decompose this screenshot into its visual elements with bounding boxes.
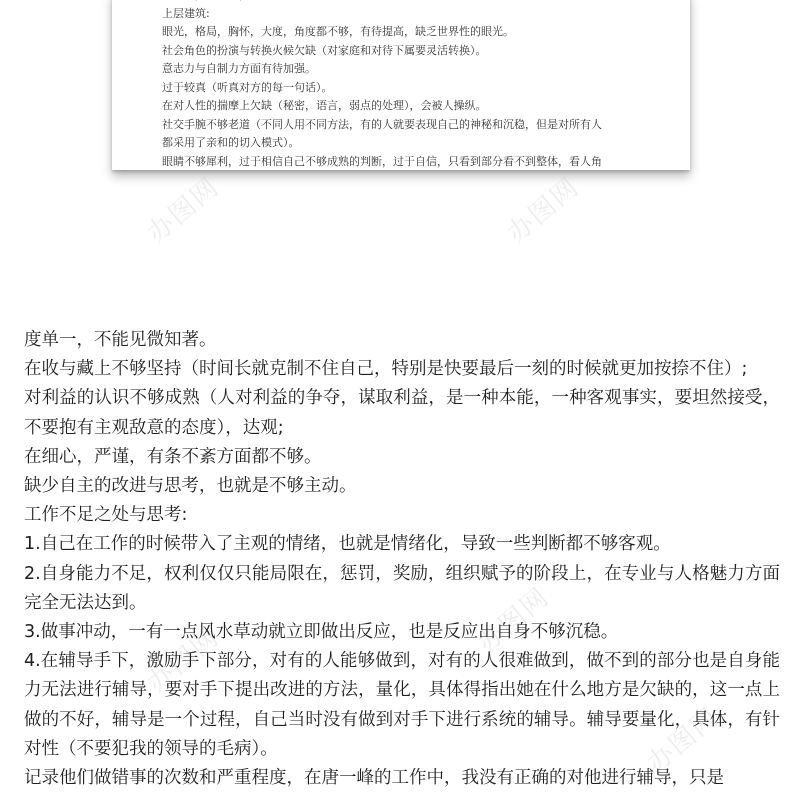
document-body [24, 326, 780, 793]
paragraph: 对利益的认识不够成熟（人对利益的争夺，谋取利益，是一种本能，一种客观事实，要坦然接受，不要抱有主观敌意的态度），达观; [24, 388, 780, 438]
paragraph: 缺少自主的改进与思考，也就是不够主动。 [24, 476, 357, 497]
preview-line: 在对人性的揣摩上欠缺（秘密，语言，弱点的处理），会被人操纵。 [162, 99, 487, 112]
preview-line: 意志力与自制力方面有待加强。 [162, 62, 316, 75]
watermark: 办图网 [141, 171, 226, 249]
preview-line: 眼睛不够犀利，过于相信自己不够成熟的判断，过于自信，只看到部分看不到整体，看人角 [162, 154, 602, 168]
preview-line: 都采用了亲和的切入模式）。 [162, 136, 300, 149]
watermark: 办图网 [471, 581, 556, 659]
watermark: 办图网 [641, 701, 726, 779]
list-item: 3.做事冲动，一有一点风水草动就立即做出反应，也是反应出自身不够沉稳。 [24, 622, 619, 643]
preview-text-block [162, 0, 672, 171]
list-item: 2.自身能力不足，权利仅仅只能局限在，惩罚，奖励，组织赋予的阶段上，在专业与人格魅力方面完全无法达到。 [24, 563, 780, 613]
paragraph: 度单一，不能见微知著。 [24, 330, 217, 350]
paragraph: 记录他们做错事的次数和严重程度，在唐一峰的工作中，我没有正确的对他进行辅导，只是 [24, 768, 724, 789]
watermark: 办图网 [141, 621, 226, 699]
preview-line: 眼光，格局，胸怀，大度，角度都不够，有待提高，缺乏世界性的眼光。 [162, 25, 514, 38]
preview-line: 过于较真（听真对方的每一句话）。 [162, 80, 333, 94]
section-heading: 工作不足之处与思考: [24, 505, 188, 526]
watermark: 办图网 [501, 171, 586, 249]
paragraph: 在收与藏上不够坚持（时间长就克制不住自己，特别是快要最后一刻的时候就更加按捺不住）; [24, 359, 748, 380]
list-item: 4.在辅导手下，激励手下部分，对有的人能够做到，对有的人很难做到，做不到的部分也是自身能力无法进行辅导，要对手下提出改进的方法，量化，具体得指出她在什么地方是欠缺的，这一点上做的不好，辅导是一个过程，自己当时没有做到对手下进行系统的辅导。辅导要量化，具体，有针对性（不要犯我的领导的毛病）。 [24, 651, 780, 759]
preview-line: 上层建筑: [162, 6, 210, 20]
list-item: 1.自己在工作的时候带入了主观的情绪，也就是情绪化，导致一些判断都不够客观。 [24, 534, 671, 555]
paragraph: 在细心，严谨，有条不紊方面都不够。 [24, 446, 322, 467]
document-preview-card [112, 0, 690, 170]
preview-line: 社会角色的扮演与转换火候欠缺（对家庭和对待下属要灵活转换）。 [162, 43, 487, 57]
preview-line: 社交手腕不够老道（不同人用不同方法，有的人就要表现自己的神秘和沉稳，但是对所有人 [162, 117, 602, 131]
